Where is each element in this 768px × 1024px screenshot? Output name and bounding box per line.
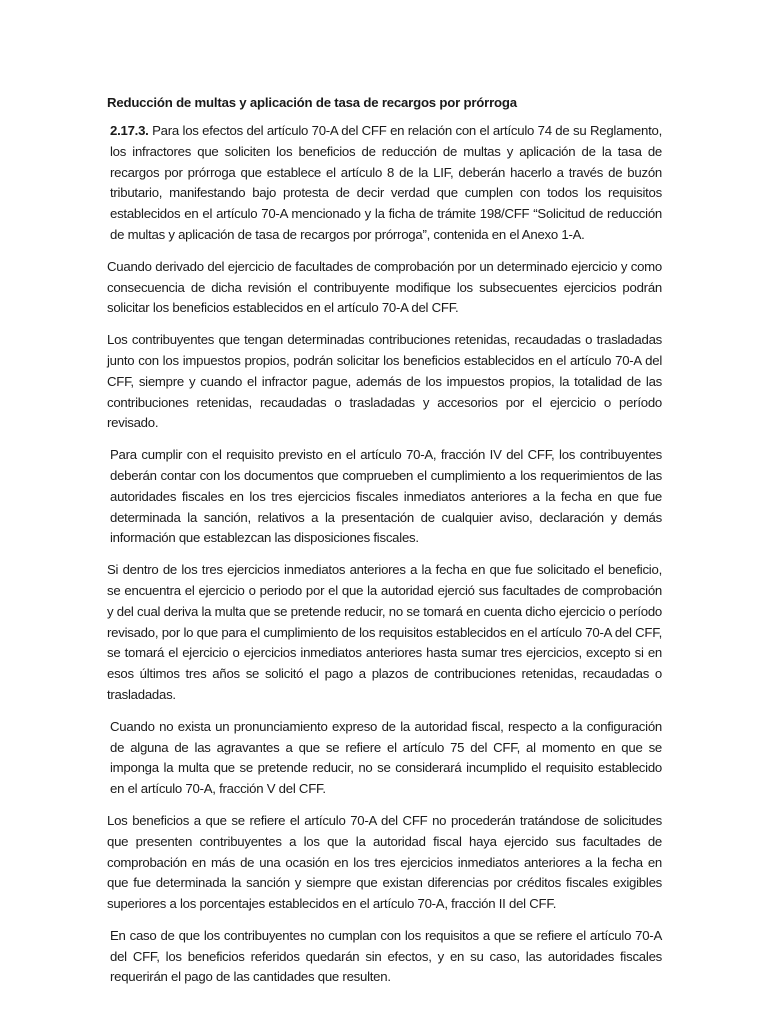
paragraph-5: Si dentro de los tres ejercicios inmediatos anteriores a la fecha en que fue solicitado el beneficio, se encuentra el ejercicio o periodo por el que la autoridad ejerció sus facultades de comprobación y del cual deriva la multa que se pretende reducir, no se tomará en cuenta dicho ejercicio o período revisado, por lo que para el cumplimiento de los requisitos establecidos en el artículo 70-A del CFF, se tomará el ejercicio o ejercicios inmediatos anteriores hasta sumar tres ejercicios, excepto si en esos últimos tres años se solicitó el pago a plazos de contribuciones retenidas, recaudadas o trasladadas.: [107, 562, 662, 702]
document-title: Reducción de multas y aplicación de tasa de recargos por prórroga: [107, 95, 517, 110]
paragraph-8: En caso de que los contribuyentes no cumplan con los requisitos a que se refiere el artículo 70-A del CFF, los beneficios referidos quedarán sin efectos, y en su caso, las autoridades fiscales requerirán el pago de las cantidades que resulten.: [110, 927, 662, 985]
paragraph-4: Para cumplir con el requisito previsto en el artículo 70-A, fracción IV del CFF, los contribuyentes deberán contar con los documentos que comprueben el cumplimiento a los requerimientos de las autoridades fiscales en los tres ejercicios fiscales inmediatos anteriores a la fecha en que fue determinada la sanción, relativos a la presentación de cualquier aviso, declaración y demás información que establezcan las disposiciones fiscales.: [110, 447, 662, 546]
paragraph-1-text: Para los efectos del artículo 70-A del CFF en relación con el artículo 74 de su Reglamento, los infractores que soliciten los beneficios de reducción de multas y aplicación de la tasa de recargos por prórroga que establece el artículo 8 de la LIF, deberán hacerlo a través de buzón tributario, manifestando bajo protesta de decir verdad que cumplen con todos los requisitos establecidos en el artículo 70-A mencionado y la ficha de trámite 198/CFF “Solicitud de reducción de multas y aplicación de tasa de recargos por prórroga”, contenida en el Anexo 1-A.: [110, 123, 662, 242]
paragraph-1: [107, 121, 662, 246]
paragraph-6: Cuando no exista un pronunciamiento expreso de la autoridad fiscal, respecto a la configuración de alguna de las agravantes a que se refiere el artículo 75 del CFF, al momento en que se imponga la multa que se pretende reducir, no se considerará incumplido el requisito establecido en el artículo 70-A, fracción V del CFF.: [110, 718, 662, 797]
document-page: [107, 93, 662, 999]
paragraph-3: Los contribuyentes que tengan determinadas contribuciones retenidas, recaudadas o trasladadas junto con los impuestos propios, podrán solicitar los beneficios establecidos en el artículo 70-A del CFF, siempre y cuando el infractor pague, además de los impuestos propios, la totalidad de las contribuciones retenidas, recaudadas o trasladadas y accesorios por el ejercicio o período revisado.: [107, 332, 662, 431]
paragraph-2: Cuando derivado del ejercicio de facultades de comprobación por un determinado ejercicio y como consecuencia de dicha revisión el contribuyente modifique los subsecuentes ejercicios podrán solicitar los beneficios establecidos en el artículo 70-A del CFF.: [107, 258, 662, 316]
paragraph-7: Los beneficios a que se refiere el artículo 70-A del CFF no procederán tratándose de solicitudes que presenten contribuyentes a los que la autoridad fiscal haya ejercido sus facultades de comprobación en más de una ocasión en los tres ejercicios inmediatos anteriores a la fecha en que fue determinada la sanción y siempre que existan diferencias por créditos fiscales exigibles superiores a los porcentajes establecidos en el artículo 70-A, fracción II del CFF.: [107, 812, 662, 912]
rule-number: 2.17.3.: [110, 123, 149, 138]
